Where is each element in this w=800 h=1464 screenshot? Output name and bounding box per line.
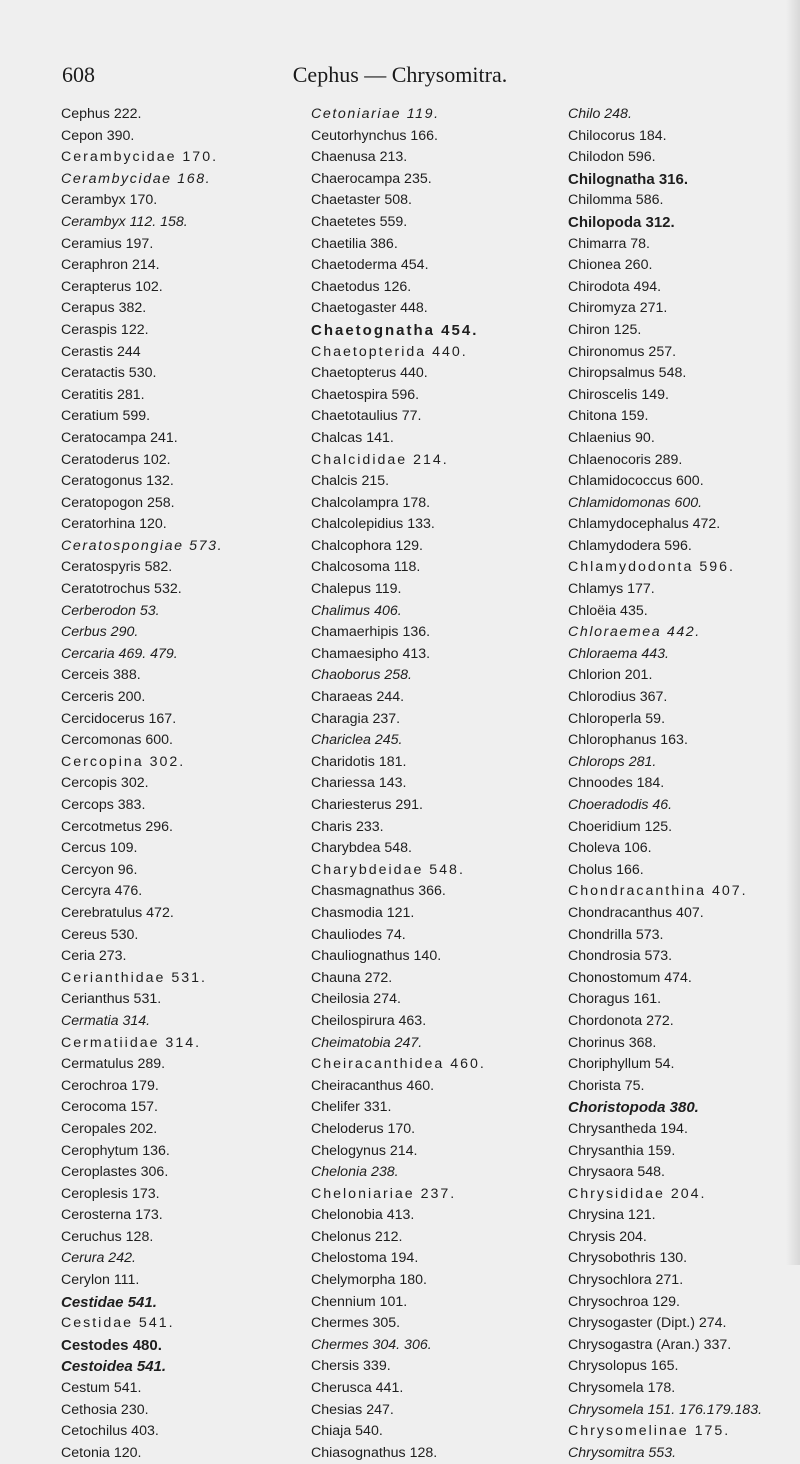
index-entry: Cerambycidae 168. bbox=[61, 170, 212, 187]
index-entry: Ceratitis 281. bbox=[61, 386, 145, 403]
index-entry: Choleva 106. bbox=[568, 840, 652, 857]
index-entry: Chrysomela 178. bbox=[568, 1380, 676, 1397]
index-entry: Chauliodes 74. bbox=[311, 926, 406, 943]
index-entry: Cermatiidae 314. bbox=[61, 1034, 202, 1051]
index-entry: Ceroplesis 173. bbox=[61, 1185, 160, 1202]
index-entry: Cercyra 476. bbox=[61, 883, 143, 900]
index-entry: Charagia 237. bbox=[311, 710, 401, 727]
index-entry: Chrysobothris 130. bbox=[568, 1250, 688, 1267]
index-entry: Cercotmetus 296. bbox=[61, 818, 173, 835]
index-entry: Cetoniariae 119. bbox=[311, 106, 440, 122]
index-entry: Chalcophora 129. bbox=[311, 537, 424, 554]
index-entry: Chrysomelinae 175. bbox=[568, 1423, 731, 1440]
index-entry: Chrysantheda 194. bbox=[568, 1120, 688, 1137]
index-entry: Chondracanthina 407. bbox=[568, 883, 748, 900]
index-column-1 bbox=[61, 104, 301, 1464]
index-entry: Ceratopogon 258. bbox=[61, 494, 175, 511]
index-entry: Cethosia 230. bbox=[61, 1401, 149, 1418]
index-entry: Chionea 260. bbox=[568, 257, 653, 274]
index-entry: Chiron 125. bbox=[568, 321, 642, 338]
index-entry: Cerambycidae 170. bbox=[61, 149, 219, 166]
index-entry: Chesias 247. bbox=[311, 1401, 394, 1418]
index-entry: Chaetognatha 454. bbox=[311, 321, 479, 339]
index-entry: Cherusca 441. bbox=[311, 1380, 404, 1397]
index-entry: Chaetodus 126. bbox=[311, 278, 412, 295]
index-column-2 bbox=[311, 104, 561, 1464]
index-entry: Chamaesipho 413. bbox=[311, 645, 431, 662]
index-entry: Cercaria 469. 479. bbox=[61, 645, 178, 662]
index-entry: Ceraphron 214. bbox=[61, 257, 160, 274]
index-entry: Cerianthus 531. bbox=[61, 991, 162, 1008]
index-entry: Cerochroa 179. bbox=[61, 1077, 159, 1094]
index-entry: Chlaenocoris 289. bbox=[568, 451, 683, 468]
index-entry: Chelogynus 214. bbox=[311, 1142, 418, 1159]
index-entry: Chlaenius 90. bbox=[568, 429, 655, 446]
index-entry: Cheilosia 274. bbox=[311, 991, 401, 1008]
running-head: Cephus — Chrysomitra. bbox=[292, 62, 508, 87]
index-entry: Chondracanthus 407. bbox=[568, 904, 704, 921]
index-entry: Cephus 222. bbox=[61, 106, 142, 122]
index-entry: Chaetospira 596. bbox=[311, 386, 420, 403]
index-entry: Choragus 161. bbox=[568, 991, 662, 1008]
index-entry: Cetonia 120. bbox=[61, 1444, 142, 1461]
index-entry: Chlamidococcus 600. bbox=[568, 473, 704, 490]
index-entry: Cerianthidae 531. bbox=[61, 969, 208, 986]
index-entry: Chelymorpha 180. bbox=[311, 1272, 427, 1289]
index-entry: Chlorophanus 163. bbox=[568, 732, 688, 749]
page-edge-shadow bbox=[786, 0, 800, 1265]
index-entry: Choeridium 125. bbox=[568, 818, 673, 835]
index-entry: Ceratocampa 241. bbox=[61, 429, 178, 446]
index-entry: Chilognatha 316. bbox=[568, 170, 689, 188]
index-entry: Chonostomum 474. bbox=[568, 969, 692, 986]
index-entry: Chalepus 119. bbox=[311, 581, 402, 598]
index-entry: Cestodes 480. bbox=[61, 1336, 162, 1354]
index-entry: Chlamidomonas 600. bbox=[568, 494, 703, 511]
index-entry: Chalcas 141. bbox=[311, 429, 394, 446]
index-entry: Cholus 166. bbox=[568, 861, 644, 878]
index-entry: Cercidocerus 167. bbox=[61, 710, 177, 727]
index-entry: Cestidae 541. bbox=[61, 1315, 175, 1332]
index-entry: Chelifer 331. bbox=[311, 1099, 392, 1116]
index-entry: Chloroperla 59. bbox=[568, 710, 666, 727]
index-entry: Cheilospirura 463. bbox=[311, 1012, 427, 1029]
index-entry: Cestum 541. bbox=[61, 1380, 142, 1397]
index-entry: Chlamydodonta 596. bbox=[568, 559, 735, 576]
index-entry: Cheiracanthidea 460. bbox=[311, 1056, 486, 1073]
index-entry: Chondrilla 573. bbox=[568, 926, 664, 943]
index-entry: Chariessa 143. bbox=[311, 775, 407, 792]
index-entry: Ceraspis 122. bbox=[61, 321, 149, 338]
index-entry: Chiasognathus 128. bbox=[311, 1444, 438, 1461]
index-entry: Chiropsalmus 548. bbox=[568, 365, 687, 382]
index-entry: Cheiracanthus 460. bbox=[311, 1077, 435, 1094]
index-entry: Chauna 272. bbox=[311, 969, 393, 986]
index-entry: Ceratospyris 582. bbox=[61, 559, 173, 576]
index-entry: Chitona 159. bbox=[568, 408, 649, 425]
index-entry: Chrysolopus 165. bbox=[568, 1358, 679, 1375]
index-entry: Cheloderus 170. bbox=[311, 1120, 416, 1137]
index-entry: Chironomus 257. bbox=[568, 343, 677, 360]
index-entry: Cercops 383. bbox=[61, 797, 146, 813]
index-entry: Cerosterna 173. bbox=[61, 1207, 163, 1224]
index-entry: Cerastis 244 bbox=[61, 343, 141, 360]
index-entry: Cerceis 388. bbox=[61, 667, 141, 684]
index-entry: Chlamys 177. bbox=[568, 581, 655, 598]
index-entry: Chrysogaster (Dipt.) 274. bbox=[568, 1315, 727, 1332]
index-entry: Chirodota 494. bbox=[568, 278, 662, 295]
index-entry: Choeradodis 46. bbox=[568, 797, 673, 813]
index-entry: Chlamydocephalus 472. bbox=[568, 516, 721, 533]
index-entry: Choristopoda 380. bbox=[568, 1099, 699, 1117]
index-entry: Cermatia 314. bbox=[61, 1012, 151, 1029]
index-entry: Cerapterus 102. bbox=[61, 278, 163, 295]
index-entry: Chilomma 586. bbox=[568, 192, 664, 209]
index-entry: Cercopina 302. bbox=[61, 753, 186, 770]
index-entry: Ceria 273. bbox=[61, 948, 127, 965]
index-entry: Cerceris 200. bbox=[61, 689, 146, 706]
index-entry: Ceratospongiae 573. bbox=[61, 537, 224, 554]
index-entry: Chiroscelis 149. bbox=[568, 386, 669, 403]
index-entry: Chelonia 238. bbox=[311, 1164, 399, 1181]
index-entry: Cerbus 290. bbox=[61, 624, 139, 641]
index-entry: Chaenusa 213. bbox=[311, 149, 408, 166]
index-entry: Chnoodes 184. bbox=[568, 775, 665, 792]
index-entry: Chrysochlora 271. bbox=[568, 1272, 684, 1289]
index-entry: Chaetogaster 448. bbox=[311, 300, 428, 317]
index-entry: Chasmagnathus 366. bbox=[311, 883, 446, 900]
index-entry: Cepon 390. bbox=[61, 127, 135, 144]
index-entry: Chrysogastra (Aran.) 337. bbox=[568, 1336, 732, 1353]
index-entry: Chrysaora 548. bbox=[568, 1164, 665, 1181]
index-entry: Chiromyza 271. bbox=[568, 300, 668, 317]
index-entry: Chaetaster 508. bbox=[311, 192, 412, 209]
index-entry: Ceramius 197. bbox=[61, 235, 154, 252]
index-entry: Chilodon 596. bbox=[568, 149, 656, 166]
index-entry: Chrysochroa 129. bbox=[568, 1293, 680, 1310]
index-entry: Chelonus 212. bbox=[311, 1228, 403, 1245]
index-entry: Chaetetes 559. bbox=[311, 213, 408, 230]
index-entry: Chermes 304. 306. bbox=[311, 1336, 432, 1353]
page-header bbox=[0, 62, 800, 92]
index-entry: Chermes 305. bbox=[311, 1315, 401, 1332]
index-entry: Cheloniariae 237. bbox=[311, 1185, 457, 1202]
index-column-3 bbox=[568, 104, 800, 1464]
index-entry: Cerophytum 136. bbox=[61, 1142, 170, 1159]
index-entry: Chlorodius 367. bbox=[568, 689, 668, 706]
index-entry: Chalcis 215. bbox=[311, 473, 390, 490]
index-entry: Chamaerhipis 136. bbox=[311, 624, 431, 641]
index-entry: Chaerocampa 235. bbox=[311, 170, 432, 187]
index-entry: Cercopis 302. bbox=[61, 775, 149, 792]
index-entry: Cercus 109. bbox=[61, 840, 138, 857]
index-entry: Cercyon 96. bbox=[61, 861, 138, 878]
index-entry: Chloraema 443. bbox=[568, 645, 669, 662]
index-entry: Chelostoma 194. bbox=[311, 1250, 419, 1267]
index-entry: Chaoborus 258. bbox=[311, 667, 412, 684]
index-entry: Cerberodon 53. bbox=[61, 602, 160, 619]
index-entry: Ceratogonus 132. bbox=[61, 473, 174, 490]
index-entry: Chennium 101. bbox=[311, 1293, 408, 1310]
index-entry: Choriphyllum 54. bbox=[568, 1056, 675, 1073]
index-entry: Ceratotrochus 532. bbox=[61, 581, 182, 598]
index-entry: Chrysanthia 159. bbox=[568, 1142, 676, 1159]
index-entry: Chrysomela 151. 176.179.183. bbox=[568, 1401, 763, 1418]
index-entry: Chilocorus 184. bbox=[568, 127, 667, 144]
index-entry: Chlorion 201. bbox=[568, 667, 653, 684]
index-entry: Cetochilus 403. bbox=[61, 1423, 159, 1440]
index-entry: Charidotis 181. bbox=[311, 753, 407, 770]
index-entry: Ceratium 599. bbox=[61, 408, 151, 425]
index-entry: Cheimatobia 247. bbox=[311, 1034, 423, 1051]
index-entry: Chlorops 281. bbox=[568, 753, 657, 770]
index-entry: Cerebratulus 472. bbox=[61, 904, 174, 921]
index-entry: Chalcolampra 178. bbox=[311, 494, 431, 511]
index-entry: Cerapus 382. bbox=[61, 300, 147, 317]
page-number: 608 bbox=[62, 62, 95, 87]
index-entry: Ceratactis 530. bbox=[61, 365, 157, 382]
index-entry: Charis 233. bbox=[311, 818, 384, 835]
index-entry: Ceropales 202. bbox=[61, 1120, 158, 1137]
index-entry: Chordonota 272. bbox=[568, 1012, 674, 1029]
index-entry: Ceutorhynchus 166. bbox=[311, 127, 438, 144]
index-entry: Cestidae 541. bbox=[61, 1293, 157, 1311]
index-entry: Chorinus 368. bbox=[568, 1034, 657, 1051]
index-entry: Charybdeidae 548. bbox=[311, 861, 465, 878]
index-entry: Chilopoda 312. bbox=[568, 213, 675, 231]
index-entry: Ceratoderus 102. bbox=[61, 451, 171, 468]
index-entry: Cereus 530. bbox=[61, 926, 139, 943]
index-entry: Ceruchus 128. bbox=[61, 1228, 154, 1245]
index-entry: Chaetilia 386. bbox=[311, 235, 398, 252]
index-entry: Cermatulus 289. bbox=[61, 1056, 166, 1073]
index-entry: Chalcolepidius 133. bbox=[311, 516, 435, 533]
index-entry: Charaeas 244. bbox=[311, 689, 405, 706]
index-entry: Chrysina 121. bbox=[568, 1207, 656, 1224]
index-entry: Cerocoma 157. bbox=[61, 1099, 158, 1116]
index-entry: Chondrosia 573. bbox=[568, 948, 673, 965]
index-entry: Cerura 242. bbox=[61, 1250, 136, 1267]
index-entry: Ceroplastes 306. bbox=[61, 1164, 169, 1181]
index-entry: Chloraemea 442. bbox=[568, 624, 701, 641]
index-entry: Chalcosoma 118. bbox=[311, 559, 421, 576]
index-entry: Chaetotaulius 77. bbox=[311, 408, 422, 425]
index-entry: Cerambyx 170. bbox=[61, 192, 158, 209]
index-entry: Cercomonas 600. bbox=[61, 732, 173, 749]
index-entry: Chloëia 435. bbox=[568, 602, 648, 619]
index-entry: Chiaja 540. bbox=[311, 1423, 383, 1440]
index-entry: Chrysomitra 553. bbox=[568, 1444, 677, 1461]
index-entry: Chauliognathus 140. bbox=[311, 948, 442, 965]
index-entry: Chariclea 245. bbox=[311, 732, 403, 749]
index-entry: Chaetopterida 440. bbox=[311, 343, 468, 360]
index-entry: Chasmodia 121. bbox=[311, 904, 415, 921]
index-entry: Chalimus 406. bbox=[311, 602, 402, 619]
index-entry: Chariesterus 291. bbox=[311, 797, 423, 813]
index-entry: Cerylon 111. bbox=[61, 1272, 140, 1289]
index-entry: Ceratorhina 120. bbox=[61, 516, 167, 533]
index-entry: Chaetopterus 440. bbox=[311, 365, 428, 382]
index-entry: Charybdea 548. bbox=[311, 840, 412, 857]
index-entry: Cestoidea 541. bbox=[61, 1358, 167, 1376]
index-entry: Chersis 339. bbox=[311, 1358, 391, 1375]
index-entry: Chorista 75. bbox=[568, 1077, 645, 1094]
index-entry: Chrysididae 204. bbox=[568, 1185, 707, 1202]
index-entry: Cerambyx 112. 158. bbox=[61, 213, 188, 230]
index-entry: Chelonobia 413. bbox=[311, 1207, 415, 1224]
index-entry: Chalcididae 214. bbox=[311, 451, 449, 468]
index-entry: Chrysis 204. bbox=[568, 1228, 647, 1245]
index-entry: Chaetoderma 454. bbox=[311, 257, 429, 274]
index-entry: Chilo 248. bbox=[568, 106, 632, 122]
index-entry: Chimarra 78. bbox=[568, 235, 651, 252]
index-entry: Chlamydodera 596. bbox=[568, 537, 692, 554]
